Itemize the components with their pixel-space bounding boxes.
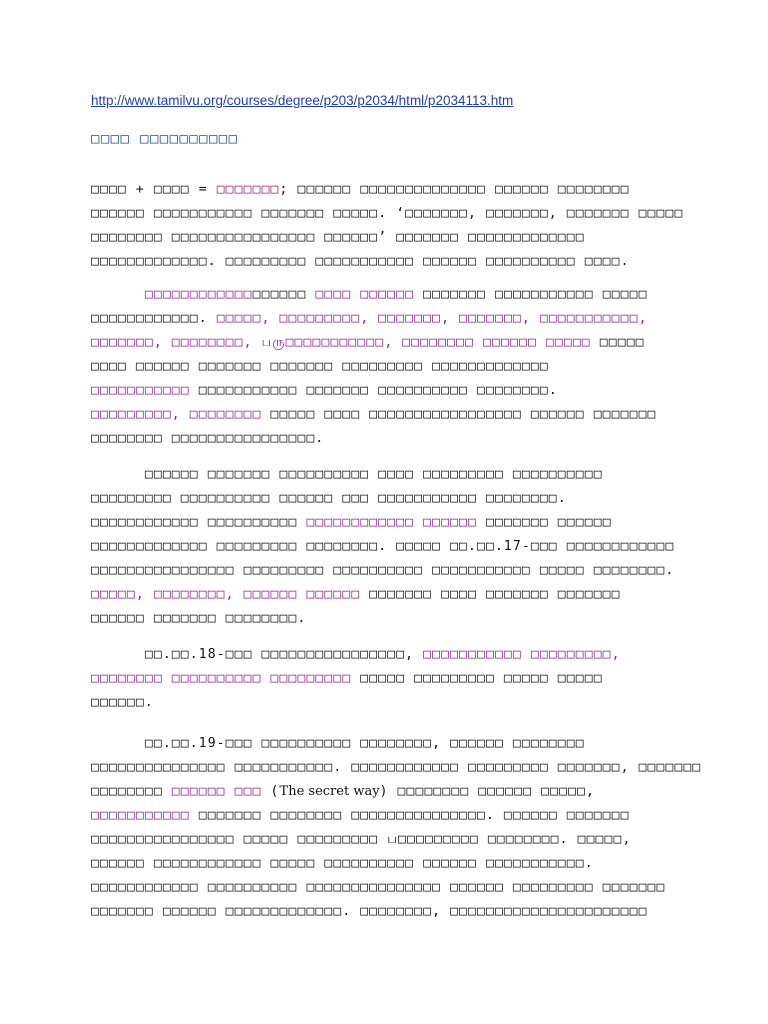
text-run: □□□□□ □□□□ □□□□□□□□□□□□□□□□□ □□□□□□ □□□□□□□ <box>261 407 657 422</box>
paragraph-3 <box>91 463 691 631</box>
text-run: □□.□□.19-□□□ □□□□□□□□□□ □□□□□□□□, □□□□□□ □□□□□□□□ <box>91 736 585 751</box>
highlighted-term: □□□□□, □□□□□□□□, □□□□□□ □□□□□□ <box>91 587 361 602</box>
highlighted-term: □□□□□□□□□□□ <box>91 808 190 823</box>
text-run: □□□□□□ □□□□□□□ □□□□□□□□. <box>91 611 307 626</box>
highlighted-term: □□□□□□□□□□□□ <box>144 287 253 302</box>
text-run: □□□□□□□□□□□□□□□□ □□□□□ □□□□□□□□□ ப□□□□□□□□□ □□□□□□□□. □□□□□, <box>91 832 632 847</box>
text-run: □□□□□□□□ □□□□□□□□□□□□□□□□. <box>91 431 325 446</box>
text-run: □□□□ □□□□□□ □□□□□□□ □□□□□□□ □□□□□□□□□ □□□□□□□□□□□□□ <box>91 359 549 374</box>
highlighted-term: □□□□□□□, □□□□□□□□, பரு□□□□□□□□□□□, □□□□□□□□ □□□□□□ □□□□□ <box>91 335 591 350</box>
text-line <box>91 535 691 559</box>
text-run <box>91 287 145 302</box>
text-line <box>91 804 691 828</box>
text-line <box>91 732 691 756</box>
text-run: □□□□□□□□□□□□□. □□□□□□□□□ □□□□□□□□□□□ □□□□□□ □□□□□□□□□□ □□□□. <box>91 254 630 269</box>
highlighted-term: □□□□□□ □□□ <box>171 784 262 799</box>
text-run: □□□□□□□ □□□□□□ □□□□□□□□□□□□□. □□□□□□□□, □□□□□□□□□□□□□□□□□□□□□□ <box>91 904 648 919</box>
text-line <box>91 226 691 250</box>
text-line <box>91 667 691 691</box>
text-line <box>91 583 691 607</box>
text-run: □□□□ + □□□□ = <box>91 182 217 197</box>
text-line <box>91 178 691 202</box>
text-run: □□□□□□□ □□□□□□□□□□□ □□□□□ <box>414 287 648 302</box>
text-run: □□□□□ □□□□□□□□□ □□□□□ □□□□□ <box>351 671 603 686</box>
text-line <box>91 283 691 307</box>
text-line <box>91 403 691 427</box>
highlighted-term: □□□□□□□□ □□□□□□□□□□ □□□□□□□□□ <box>91 671 352 686</box>
text-run: □□□□□□□□□□□□□□□ □□□□□□□□□□□. □□□□□□□□□□□□ □□□□□□□□□ □□□□□□□, □□□□□□□ <box>91 760 702 775</box>
text-run: □□□□□□□ □□□□□□□□ □□□□□□□□□□□□□□□. □□□□□□ □□□□□□□ <box>189 808 630 823</box>
english-gloss: The secret way <box>279 784 380 799</box>
text-run: □□□□□□ <box>252 287 316 302</box>
text-line <box>91 250 691 274</box>
highlighted-term: □□□□ □□□□□□ <box>315 287 415 302</box>
paragraph-5 <box>91 732 702 924</box>
text-line <box>91 876 691 900</box>
text-run: □□□□□□□□□□□□. <box>91 311 217 326</box>
text-run: □□□□□□□□□□□□ □□□□□□□□□□ □□□□□□□□□□□□□□□ □□□□□□ □□□□□□□□□ □□□□□□□ <box>91 880 666 895</box>
text-line <box>91 307 691 331</box>
paragraph-2 <box>91 283 691 451</box>
text-run: □□□□□□□□□□□□ □□□□□□□□□□ <box>91 515 307 530</box>
text-line <box>91 691 691 715</box>
text-line <box>91 202 691 226</box>
paragraph-4 <box>91 643 691 715</box>
text-line <box>91 427 691 451</box>
text-run: □□□□□□ □□□□□□□□□□□□ □□□□□ □□□□□□□□□□ □□□□□□ □□□□□□□□□□□. <box>91 856 594 871</box>
text-run: ( <box>261 784 280 799</box>
text-run: □□□□□ <box>590 335 645 350</box>
highlighted-term: □□□□□□□□□, □□□□□□□□ <box>91 407 262 422</box>
text-run: □□□□□□ □□□□□□□□□□□ □□□□□□□ □□□□□. ‘□□□□□□□, □□□□□□□, □□□□□□□ □□□□□ <box>91 206 684 221</box>
text-run: □□.□□.18-□□□ □□□□□□□□□□□□□□□□, <box>91 647 424 662</box>
paragraph-1 <box>91 178 691 274</box>
text-run: □□□□□□□□□ □□□□□□□□□□ □□□□□□ □□□ □□□□□□□□□□□ □□□□□□□□. <box>91 491 567 506</box>
highlighted-term: □□□□□□□□□□□ <box>91 383 190 398</box>
text-line <box>91 355 691 379</box>
text-line <box>91 607 691 631</box>
text-run: □□□□□□. <box>91 695 154 710</box>
highlighted-term: □□□□□, □□□□□□□□□, □□□□□□□, □□□□□□□, □□□□□□□□□□□, <box>216 311 648 326</box>
text-run: □□□□□□□□□□□□□ □□□□□□□□□ □□□□□□□□. □□□□□ □□.□□.17-□□□ □□□□□□□□□□□□ <box>91 539 675 554</box>
source-url-link[interactable]: http://www.tamilvu.org/courses/degree/p203/p2034/html/p2034113.htm <box>91 93 514 108</box>
highlighted-term: □□□□□□□ <box>216 182 280 197</box>
text-run: □□□□□□□□□□□ □□□□□□□ □□□□□□□□□□ □□□□□□□□. <box>189 383 558 398</box>
text-run: □□□□□□□ □□□□□□ <box>477 515 612 530</box>
text-line <box>91 900 691 924</box>
text-line <box>91 511 691 535</box>
text-line <box>91 780 691 804</box>
text-line <box>91 828 691 852</box>
text-line <box>91 559 691 583</box>
text-line <box>91 379 691 403</box>
highlighted-term: □□□□□□□□□□□ □□□□□□□□□, <box>423 647 621 662</box>
section-heading: □□□□ □□□□□□□□□□ <box>91 131 239 147</box>
text-run: □□□□□□□□ □□□□□□□□□□□□□□□□ □□□□□□’ □□□□□□□ □□□□□□□□□□□□□ <box>91 230 585 245</box>
text-run: □□□□□□□□□□□□□□□□ □□□□□□□□□ □□□□□□□□□□ □□□□□□□□□□□ □□□□□ □□□□□□□□. <box>91 563 675 578</box>
highlighted-term: □□□□□□□□□□□□ □□□□□□ <box>306 515 478 530</box>
text-line <box>91 487 691 511</box>
text-run: ) □□□□□□□□ □□□□□□ □□□□□, <box>379 784 596 799</box>
text-line <box>91 643 691 667</box>
text-line <box>91 463 691 487</box>
text-run: □□□□□□□□ <box>91 784 172 799</box>
text-run: □□□□□□ □□□□□□□ □□□□□□□□□□ □□□□ □□□□□□□□□ □□□□□□□□□□ <box>91 467 603 482</box>
text-run: □□□□□□□ □□□□ □□□□□□□ □□□□□□□ <box>360 587 621 602</box>
text-line <box>91 756 702 780</box>
text-line <box>91 852 691 876</box>
text-run: ; □□□□□□ □□□□□□□□□□□□□□ □□□□□□ □□□□□□□□ <box>279 182 630 197</box>
text-line <box>91 331 691 355</box>
